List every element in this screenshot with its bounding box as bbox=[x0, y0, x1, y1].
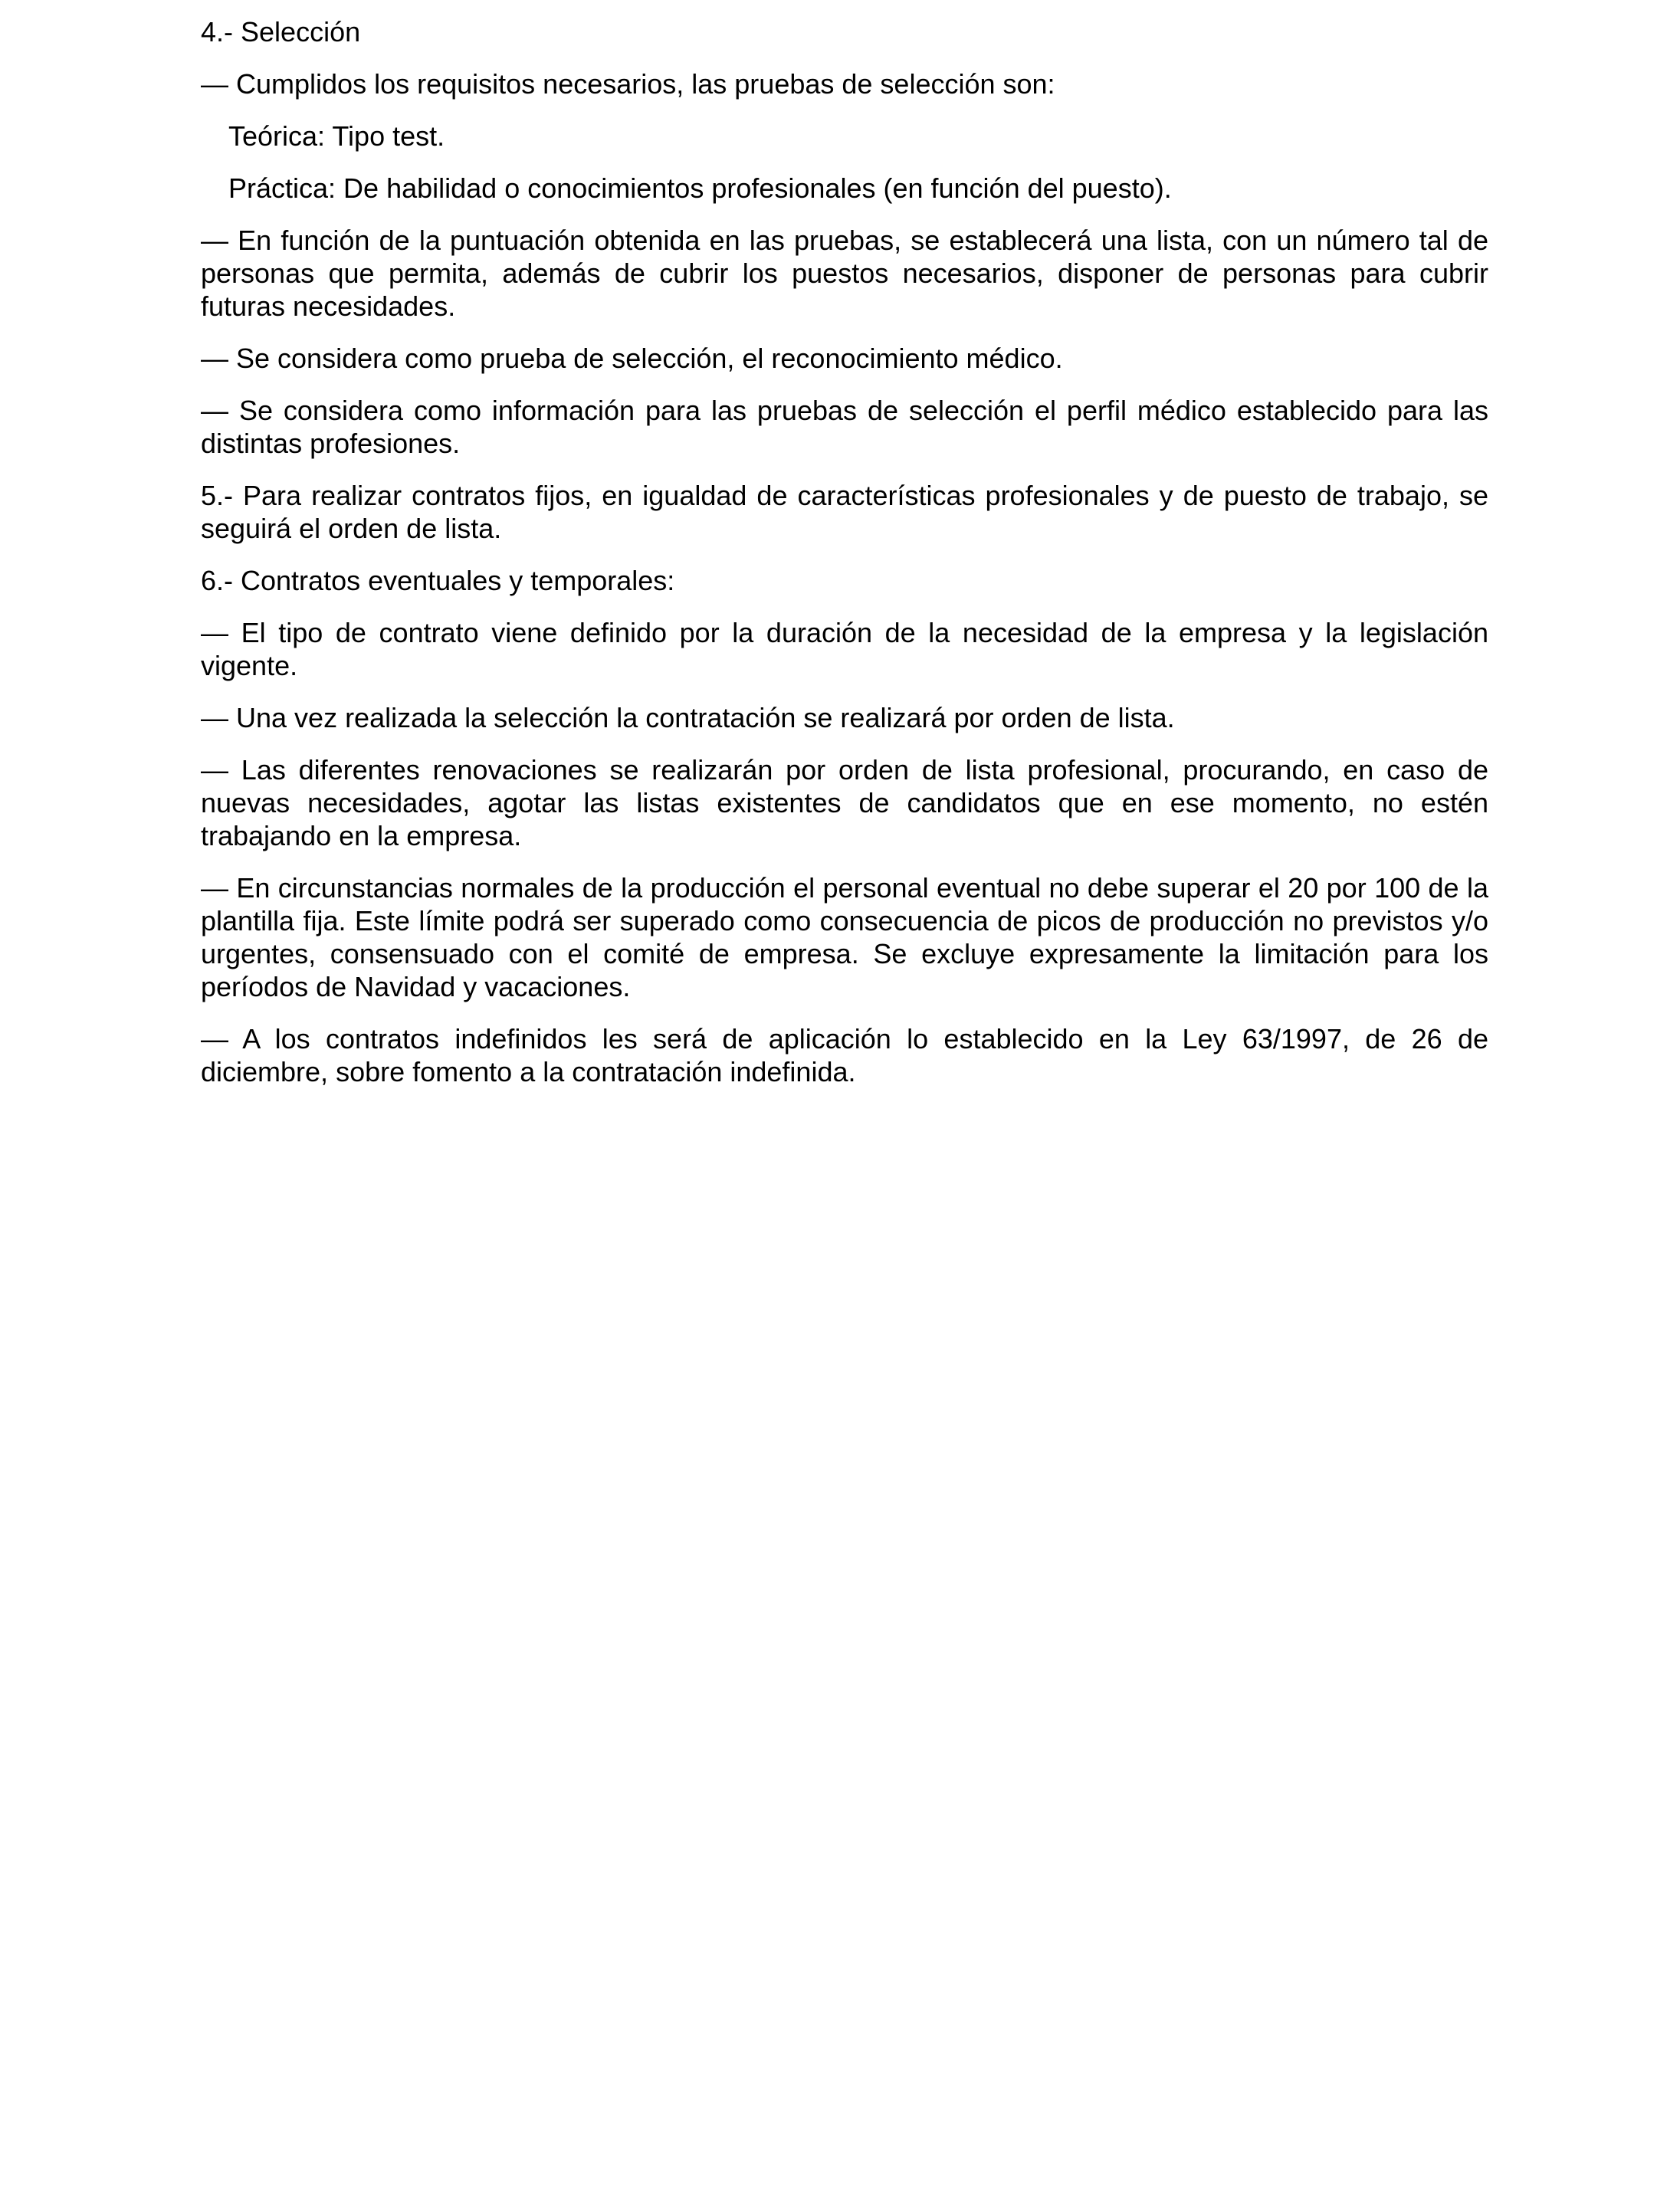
paragraph-reconocimiento-medico: — Se considera como prueba de selección, el reconocimiento médico. bbox=[201, 343, 1063, 374]
paragraph-orden-de-lista: — Una vez realizada la selección la contratación se realizará por orden de lista. bbox=[201, 702, 1175, 733]
paragraph-tipo-contrato: — El tipo de contrato viene definido por la duración de la necesidad de la empresa y la legislación vigente. bbox=[201, 617, 1488, 681]
paragraph-personal-eventual-limite: — En circunstancias normales de la producción el personal eventual no debe superar el 20 por 100 de la plantilla fija. Este límite podrá ser superado como consecuencia de picos de producción no previstos y/o urgentes, consensuado con el comité de empresa. Se excluye expresamente la limitación para los períodos de Navidad y vacaciones. bbox=[201, 872, 1488, 1002]
paragraph-teorica: Teórica: Tipo test. bbox=[228, 120, 445, 152]
paragraph-renovaciones: — Las diferentes renovaciones se realizarán por orden de lista profesional, procurando, en caso de nuevas necesidades, agotar las listas existentes de candidatos que en ese momento, no estén trabajando en la empresa. bbox=[201, 754, 1488, 851]
section-heading-4-seleccion: 4.- Selección bbox=[201, 16, 361, 48]
paragraph-perfil-medico: — Se considera como información para las pruebas de selección el perfil médico establecido para las distintas profesiones. bbox=[201, 395, 1488, 459]
section-5-contratos-fijos: 5.- Para realizar contratos fijos, en igualdad de características profesionales y de puesto de trabajo, se seguirá el orden de lista. bbox=[201, 480, 1488, 544]
paragraph-puntuacion-lista: — En función de la puntuación obtenida en las pruebas, se establecerá una lista, con un número tal de personas que permita, además de cubrir los puestos necesarios, disponer de personas para cubrir futuras necesidades. bbox=[201, 225, 1488, 322]
paragraph-requisitos: — Cumplidos los requisitos necesarios, las pruebas de selección son: bbox=[201, 68, 1055, 100]
section-heading-6-contratos-eventuales: 6.- Contratos eventuales y temporales: bbox=[201, 565, 675, 596]
paragraph-practica: Práctica: De habilidad o conocimientos profesionales (en función del puesto). bbox=[228, 172, 1172, 204]
paragraph-contratos-indefinidos-ley: — A los contratos indefinidos les será de aplicación lo establecido en la Ley 63/1997, de 26 de diciembre, sobre fomento a la contratación indefinida. bbox=[201, 1023, 1488, 1087]
